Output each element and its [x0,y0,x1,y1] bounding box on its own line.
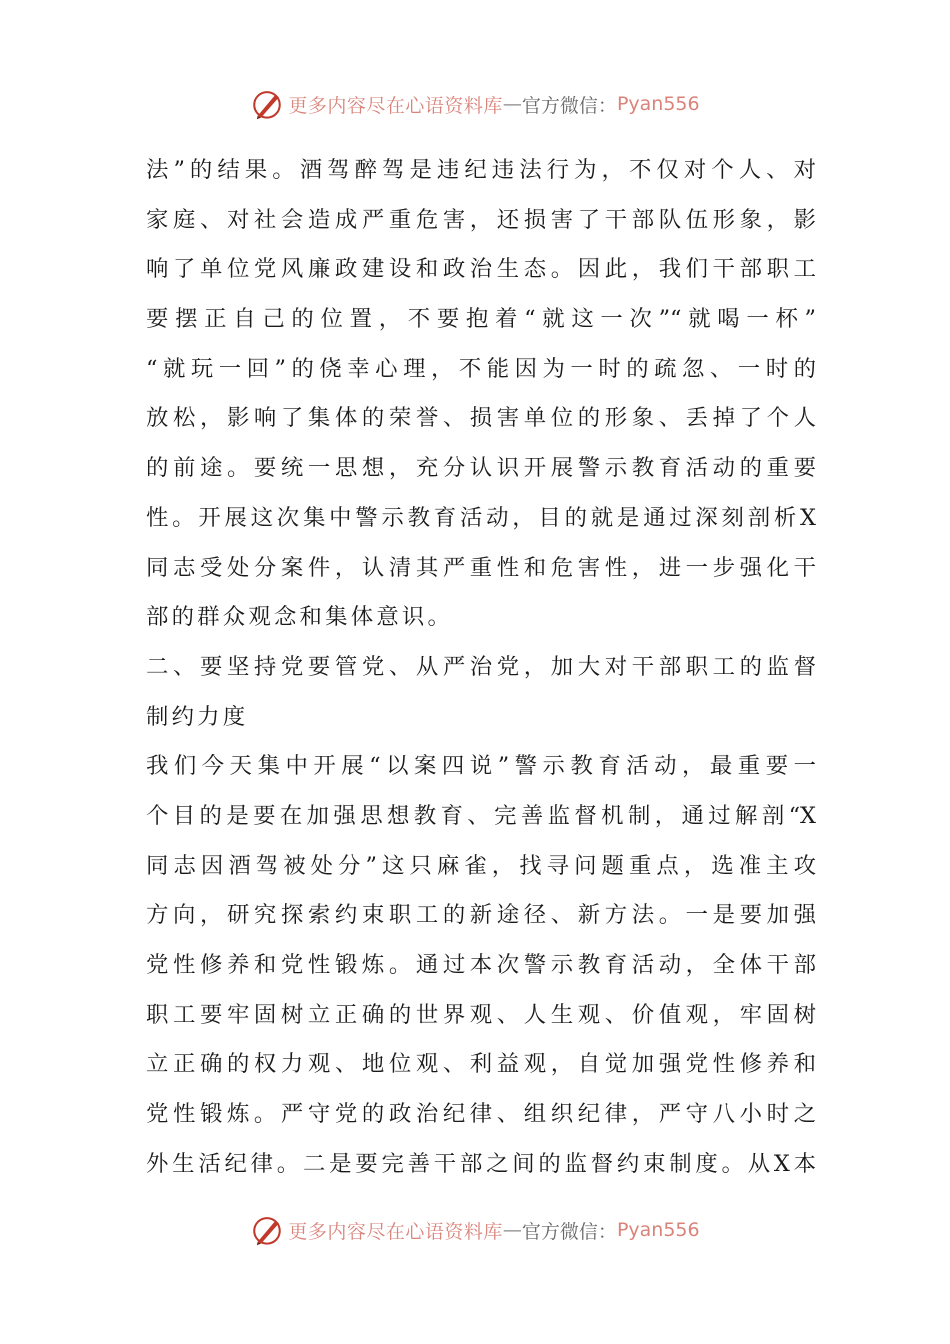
body-line: 性。开展这次集中警示教育活动，目的就是通过深刻剖析X [146,504,816,531]
banner-label: 官方微信： [521,1220,617,1243]
body-line: 党性锻炼。严守党的政治纪律、组织纪律，严守八小时之 [146,1101,816,1128]
body-line: 响了单位党风廉政建设和政治生态。因此，我们干部职工 [146,256,816,283]
banner-separator: — [502,1219,522,1241]
body-line: 我们今天集中开展“以案四说”警示教育活动，最重要一 [146,753,816,780]
banner-text: 更多内容尽在心语资料库 [288,94,503,117]
banner-label: 官方微信： [521,94,617,117]
body-line: 立正确的权力观、地位观、利益观，自觉加强党性修养和 [146,1051,816,1078]
body-line: 方向，研究探索约束职工的新途径、新方法。一是要加强 [146,902,816,929]
pen-logo-icon [250,1213,284,1247]
body-line: 个目的是要在加强思想教育、完善监督机制，通过解剖“X [146,802,816,829]
body-line: 党性修养和党性锻炼。通过本次警示教育活动，全体干部 [146,952,816,978]
body-line: 同志因酒驾被处分”这只麻雀，找寻问题重点，选准主攻 [146,852,816,879]
banner-id: Pyan556 [616,1219,700,1241]
body-line: 要摆正自己的位置，不要抱着“就这一次”“就喝一杯” [146,306,816,333]
banner-separator: — [502,93,522,115]
document-body [146,146,816,1189]
banner-text: 更多内容尽在心语资料库 [288,1220,503,1243]
body-line: 法”的结果。酒驾醉驾是违纪违法行为，不仅对个人、对 [146,157,816,183]
body-line: 制约力度 [146,703,249,730]
body-line: 的前途。要统一思想，充分认识开展警示教育活动的重要 [146,455,816,482]
banner-id: Pyan556 [616,93,700,115]
body-line: 家庭、对社会造成严重危害，还损害了干部队伍形象，影 [146,206,816,233]
body-line: “就玩一回”的侥幸心理，不能因为一时的疏忽、一时的 [146,355,816,382]
body-line: 外生活纪律。二是要完善干部之间的监督约束制度。从X本 [146,1150,816,1177]
footer-banner [0,1210,950,1250]
body-line: 职工要牢固树立正确的世界观、人生观、价值观，牢固树 [146,1001,816,1028]
header-banner [0,84,950,124]
body-line: 部的群众观念和集体意识。 [146,604,454,631]
body-line: 放松，影响了集体的荣誉、损害单位的形象、丢掉了个人 [146,405,816,432]
body-line: 同志受处分案件，认清其严重性和危害性，进一步强化干 [146,554,816,581]
pen-logo-icon [250,87,284,121]
body-line: 二、要坚持党要管党、从严治党，加大对干部职工的监督 [146,653,816,680]
